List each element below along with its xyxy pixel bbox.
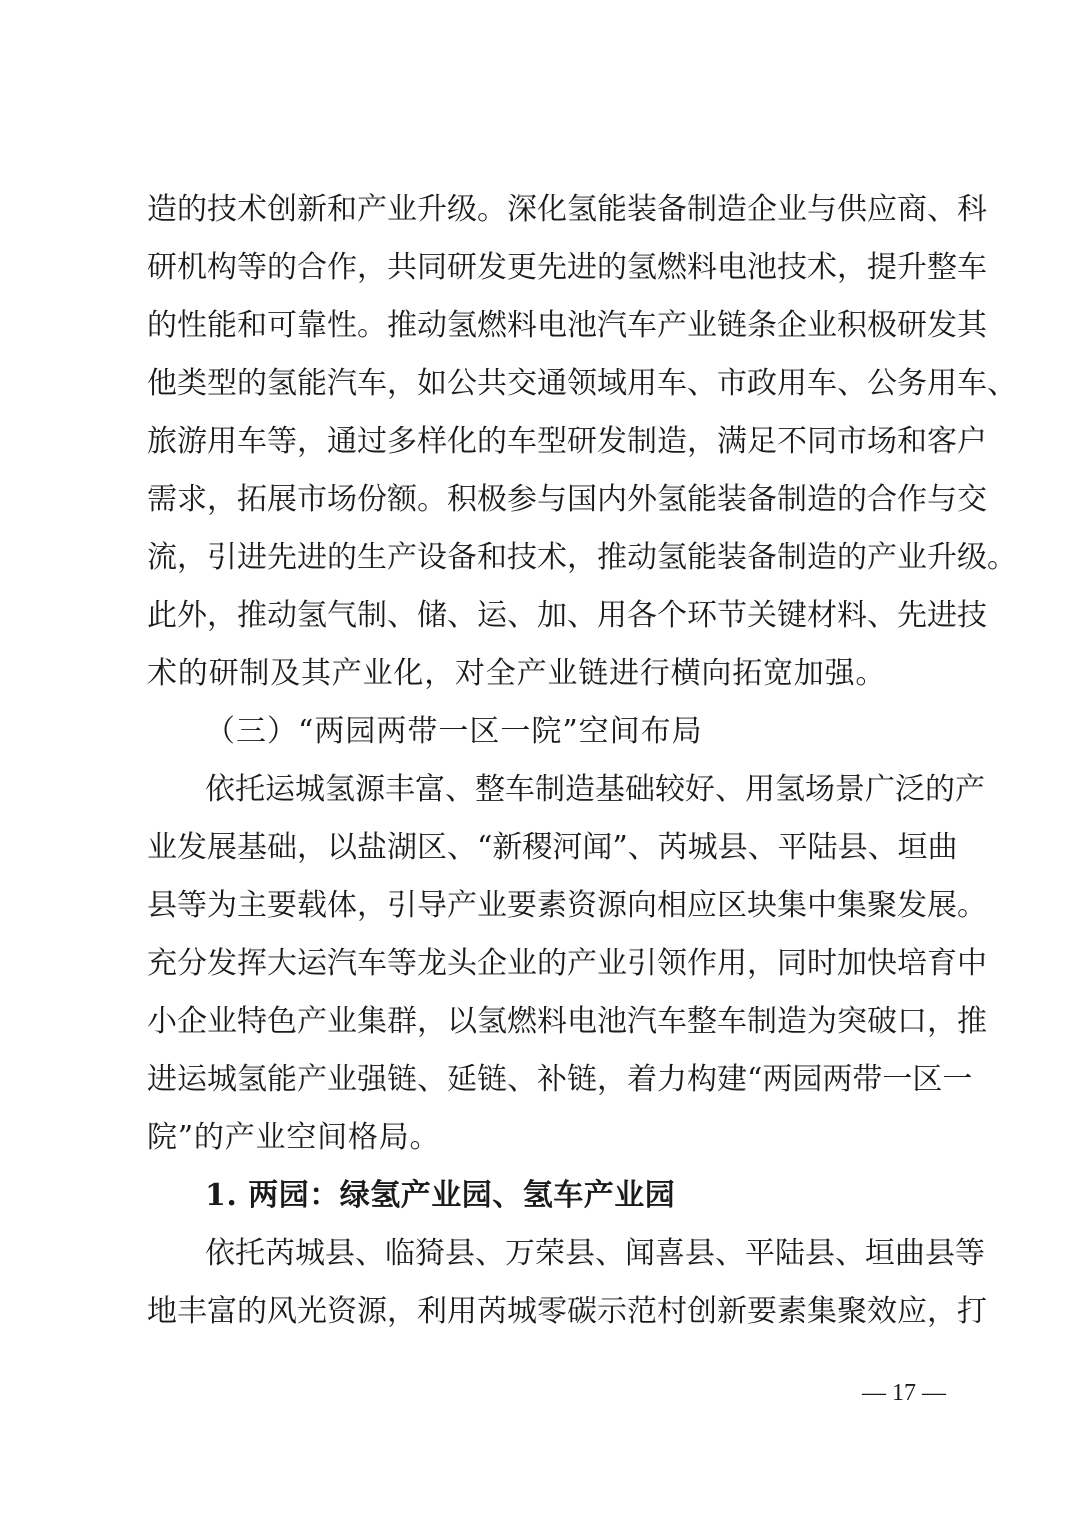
body-text-line: 流，引进先进的生产设备和技术，推动氢能装备制造的产业升级。 [147, 540, 1017, 575]
body-text-line: 充分发挥大运汽车等龙头企业的产业引领作用，同时加快培育中 [147, 946, 987, 981]
body-text-line: 造的技术创新和产业升级。深化氢能装备制造企业与供应商、科 [147, 192, 987, 227]
subsection-heading: 1. 两园：绿氢产业园、氢车产业园 [205, 1178, 676, 1213]
body-text-line: 院”的产业空间格局。 [147, 1120, 441, 1155]
body-text-line: 旅游用车等，通过多样化的车型研发制造，满足不同市场和客户 [147, 424, 987, 459]
body-text-line: 县等为主要载体，引导产业要素资源向相应区块集中集聚发展。 [147, 888, 987, 923]
paragraph-first-line: 依托芮城县、临猗县、万荣县、闻喜县、平陆县、垣曲县等 [205, 1236, 985, 1271]
body-text-line: 进运城氢能产业强链、延链、补链，着力构建“两园两带一区一 [147, 1062, 973, 1097]
body-text-line: 此外，推动氢气制、储、运、加、用各个环节关键材料、先进技 [147, 598, 987, 633]
body-text-line: 业发展基础，以盐湖区、“新稷河闻”、芮城县、平陆县、垣曲 [147, 830, 958, 865]
paragraph-first-line: 依托运城氢源丰富、整车制造基础较好、用氢场景广泛的产 [205, 772, 985, 807]
body-text-line: 术的研制及其产业化，对全产业链进行横向拓宽加强。 [147, 656, 887, 691]
body-text-line: 小企业特色产业集群，以氢燃料电池汽车整车制造为突破口，推 [147, 1004, 987, 1039]
section-heading: （三）“两园两带一区一院”空间布局 [205, 714, 703, 749]
body-text-line: 他类型的氢能汽车，如公共交通领域用车、市政用车、公务用车、 [147, 366, 1017, 401]
body-text-line: 需求，拓展市场份额。积极参与国内外氢能装备制造的合作与交 [147, 482, 987, 517]
body-text-line: 研机构等的合作，共同研发更先进的氢燃料电池技术，提升整车 [147, 250, 987, 285]
body-text-line: 地丰富的风光资源，利用芮城零碳示范村创新要素集聚效应，打 [147, 1294, 987, 1329]
page-number: — 17 — [862, 1380, 946, 1406]
body-text-line: 的性能和可靠性。推动氢燃料电池汽车产业链条企业积极研发其 [147, 308, 987, 343]
